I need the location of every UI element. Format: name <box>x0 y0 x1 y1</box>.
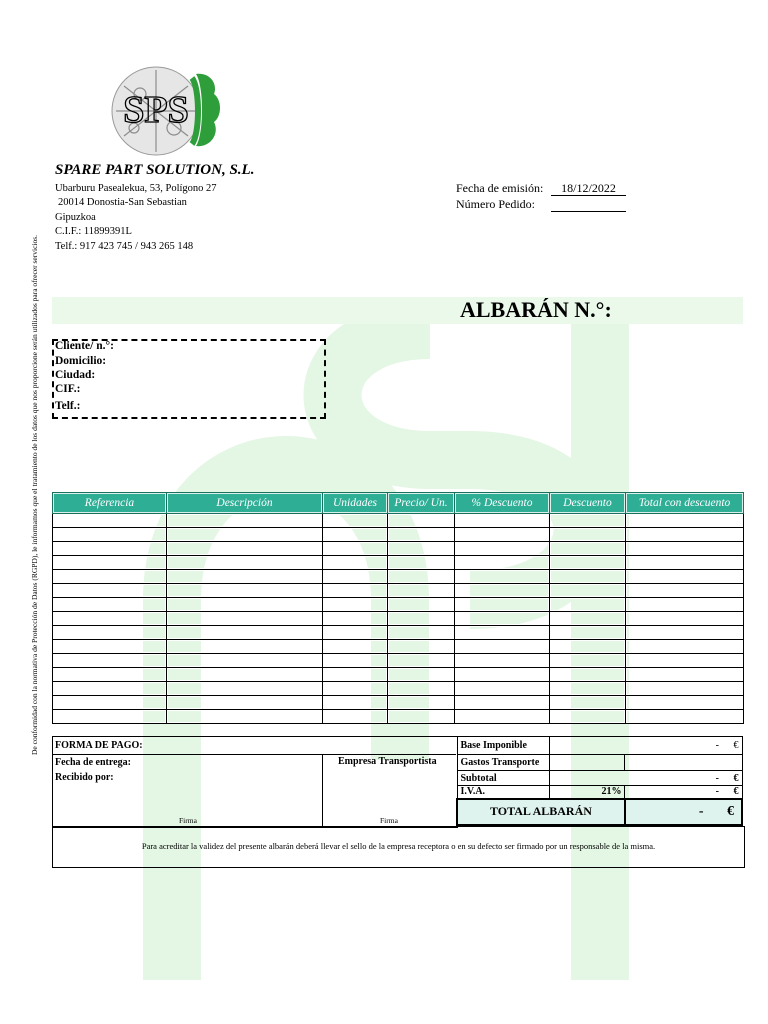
euro-icon: € <box>733 740 739 751</box>
table-cell[interactable] <box>626 528 744 542</box>
table-cell[interactable] <box>388 570 455 584</box>
iva-label: I.V.A. <box>457 786 550 799</box>
table-cell[interactable] <box>323 668 388 682</box>
client-label: Cliente/ n.°: <box>55 340 114 352</box>
validity-footnote-box <box>52 826 745 868</box>
table-cell[interactable] <box>550 668 626 682</box>
iva-rate: 21% <box>550 786 625 799</box>
col-header-descripcion: Descripción <box>167 493 323 514</box>
issue-date-value[interactable]: 18/12/2022 <box>551 181 626 196</box>
table-cell[interactable] <box>626 654 744 668</box>
table-cell[interactable] <box>550 696 626 710</box>
euro-icon: € <box>733 786 739 798</box>
table-cell[interactable] <box>323 570 388 584</box>
company-province: Gipuzkoa <box>55 212 96 223</box>
table-cell[interactable] <box>550 626 626 640</box>
table-cell[interactable] <box>167 570 323 584</box>
table-cell[interactable] <box>388 528 455 542</box>
subtotal-value-cell <box>550 771 742 786</box>
table-cell[interactable] <box>323 640 388 654</box>
table-cell[interactable] <box>53 570 167 584</box>
table-cell[interactable] <box>323 514 388 528</box>
table-cell[interactable] <box>323 696 388 710</box>
table-cell[interactable] <box>323 612 388 626</box>
table-cell[interactable] <box>550 556 626 570</box>
table-cell[interactable] <box>550 682 626 696</box>
table-cell[interactable] <box>167 696 323 710</box>
totals-row-iva <box>457 786 742 799</box>
totals-table <box>456 736 743 826</box>
table-cell[interactable] <box>167 682 323 696</box>
base-value-cell <box>550 737 742 755</box>
table-row <box>53 528 744 542</box>
table-cell[interactable] <box>550 570 626 584</box>
table-cell[interactable] <box>455 528 550 542</box>
col-header-unidades: Unidades <box>323 493 388 514</box>
table-cell[interactable] <box>550 612 626 626</box>
totals-row-subtotal <box>457 771 742 786</box>
euro-icon: € <box>727 803 734 819</box>
base-value: - <box>715 740 719 751</box>
table-cell[interactable] <box>53 710 167 724</box>
table-cell[interactable] <box>550 598 626 612</box>
table-cell[interactable] <box>455 626 550 640</box>
table-cell[interactable] <box>323 654 388 668</box>
table-cell[interactable] <box>626 696 744 710</box>
firma-left: Firma <box>179 816 197 825</box>
table-cell[interactable] <box>455 640 550 654</box>
table-row <box>53 556 744 570</box>
divider <box>322 754 323 826</box>
table-cell[interactable] <box>53 626 167 640</box>
table-cell[interactable] <box>53 514 167 528</box>
table-cell[interactable] <box>167 542 323 556</box>
table-cell[interactable] <box>455 570 550 584</box>
table-cell[interactable] <box>626 514 744 528</box>
svg-text:SPS: SPS <box>123 89 189 131</box>
table-row <box>53 640 744 654</box>
table-cell[interactable] <box>455 654 550 668</box>
totals-row-base <box>457 737 742 755</box>
items-header-row <box>53 493 744 514</box>
table-cell[interactable] <box>626 710 744 724</box>
table-cell[interactable] <box>323 542 388 556</box>
table-cell[interactable] <box>167 584 323 598</box>
order-number-value[interactable] <box>551 197 626 212</box>
table-cell[interactable] <box>455 584 550 598</box>
table-cell[interactable] <box>167 528 323 542</box>
table-cell[interactable] <box>626 668 744 682</box>
table-cell[interactable] <box>626 598 744 612</box>
table-cell[interactable] <box>626 556 744 570</box>
table-cell[interactable] <box>388 612 455 626</box>
iva-value-cell <box>625 786 742 799</box>
table-cell[interactable] <box>167 598 323 612</box>
company-phone: Telf.: 917 423 745 / 943 265 148 <box>55 241 194 252</box>
table-cell[interactable] <box>167 654 323 668</box>
table-cell[interactable] <box>388 542 455 556</box>
table-cell[interactable] <box>455 598 550 612</box>
company-address-line2: 20014 Donostia-San Sebastian <box>58 197 187 208</box>
document-title: ALBARÁN N.°: <box>460 297 612 322</box>
shipping-label: Gastos Transporte <box>457 755 550 771</box>
company-cif: C.I.F.: 11899391L <box>55 226 132 237</box>
table-cell[interactable] <box>388 598 455 612</box>
table-row <box>53 514 744 528</box>
table-row <box>53 710 744 724</box>
firma-right: Firma <box>380 816 398 825</box>
table-cell[interactable] <box>167 612 323 626</box>
table-cell[interactable] <box>323 682 388 696</box>
col-header-precio: Precio/ Un. <box>388 493 455 514</box>
total-value: - <box>698 803 704 819</box>
table-cell[interactable] <box>323 584 388 598</box>
iva-value: - <box>715 786 719 798</box>
issue-date-label: Fecha de emisión: <box>456 181 544 195</box>
table-cell[interactable] <box>455 556 550 570</box>
table-cell[interactable] <box>323 556 388 570</box>
table-cell[interactable] <box>53 682 167 696</box>
table-cell[interactable] <box>167 626 323 640</box>
table-cell[interactable] <box>53 542 167 556</box>
table-cell[interactable] <box>323 710 388 724</box>
items-body <box>53 514 744 724</box>
table-cell[interactable] <box>455 542 550 556</box>
table-cell[interactable] <box>53 668 167 682</box>
table-cell[interactable] <box>626 542 744 556</box>
base-label: Base Imponible <box>457 737 550 755</box>
table-cell[interactable] <box>388 668 455 682</box>
table-row <box>53 542 744 556</box>
table-cell[interactable] <box>455 612 550 626</box>
table-cell[interactable] <box>53 654 167 668</box>
client-address-label: Domicilio: <box>55 355 107 367</box>
col-header-descuento: Descuento <box>550 493 626 514</box>
table-row <box>53 626 744 640</box>
received-by-label: Recibido por: <box>55 772 114 783</box>
table-cell[interactable] <box>388 654 455 668</box>
table-cell[interactable] <box>167 514 323 528</box>
payment-label: FORMA DE PAGO: <box>55 740 143 751</box>
table-row <box>53 612 744 626</box>
table-cell[interactable] <box>626 584 744 598</box>
table-row <box>53 598 744 612</box>
table-row <box>53 654 744 668</box>
table-cell[interactable] <box>626 682 744 696</box>
order-number-label: Número Pedido: <box>456 197 535 211</box>
table-cell[interactable] <box>53 598 167 612</box>
table-cell[interactable] <box>550 640 626 654</box>
delivery-date-label: Fecha de entrega: <box>55 757 131 768</box>
shipping-spacer <box>550 755 625 771</box>
table-cell[interactable] <box>323 626 388 640</box>
table-cell[interactable] <box>455 668 550 682</box>
totals-row-shipping <box>457 755 742 771</box>
title-band <box>52 297 743 324</box>
table-cell[interactable] <box>626 640 744 654</box>
table-cell[interactable] <box>550 654 626 668</box>
table-cell[interactable] <box>550 584 626 598</box>
table-cell[interactable] <box>53 640 167 654</box>
table-cell[interactable] <box>167 556 323 570</box>
table-cell[interactable] <box>455 682 550 696</box>
col-header-referencia: Referencia <box>53 493 167 514</box>
table-cell[interactable] <box>388 682 455 696</box>
company-address-line1: Ubarburu Pasealekua, 53, Polígono 27 <box>55 183 217 194</box>
company-logo <box>100 64 220 158</box>
table-cell[interactable] <box>388 640 455 654</box>
table-cell[interactable] <box>626 626 744 640</box>
table-cell[interactable] <box>323 598 388 612</box>
client-city-label: Ciudad: <box>55 369 96 381</box>
col-header-porcentaje-descuento: % Descuento <box>455 493 550 514</box>
subtotal-label: Subtotal <box>457 771 550 786</box>
table-cell[interactable] <box>550 542 626 556</box>
table-row <box>53 668 744 682</box>
table-cell[interactable] <box>455 514 550 528</box>
table-cell[interactable] <box>550 528 626 542</box>
table-cell[interactable] <box>388 514 455 528</box>
table-row <box>53 570 744 584</box>
col-header-total-descuento: Total con descuento <box>626 493 744 514</box>
shipping-value <box>625 755 742 771</box>
privacy-note: De conformidad con la normativa de Protección de Datos (RGPD), le informamos que el tratamiento de los datos que nos proporcione serán utilizados para ofrecer servicios. <box>30 234 39 755</box>
table-cell[interactable] <box>167 710 323 724</box>
table-cell[interactable] <box>388 556 455 570</box>
total-label: TOTAL ALBARÁN <box>457 799 625 825</box>
table-cell[interactable] <box>53 696 167 710</box>
table-cell[interactable] <box>53 528 167 542</box>
table-cell[interactable] <box>455 696 550 710</box>
table-cell[interactable] <box>550 710 626 724</box>
table-cell[interactable] <box>455 710 550 724</box>
table-cell[interactable] <box>167 668 323 682</box>
table-cell[interactable] <box>53 556 167 570</box>
table-row <box>53 584 744 598</box>
table-cell[interactable] <box>323 528 388 542</box>
table-cell[interactable] <box>53 612 167 626</box>
table-cell[interactable] <box>388 626 455 640</box>
client-phone-label: Telf.: <box>55 400 81 412</box>
table-cell[interactable] <box>167 640 323 654</box>
table-row <box>53 696 744 710</box>
table-cell[interactable] <box>388 710 455 724</box>
table-cell[interactable] <box>53 584 167 598</box>
items-table <box>52 492 744 724</box>
validity-footnote: Para acreditar la validez del presente albarán deberá llevar el sello de la empresa receptora o en su defecto ser firmado por un responsable de la misma. <box>141 841 656 851</box>
client-cif-label: CIF.: <box>55 383 81 395</box>
total-value-cell <box>625 799 742 825</box>
table-row <box>53 682 744 696</box>
carrier-label: Empresa Transportista <box>338 756 437 767</box>
table-cell[interactable] <box>388 584 455 598</box>
table-cell[interactable] <box>626 570 744 584</box>
totals-row-total <box>457 799 742 825</box>
table-cell[interactable] <box>388 696 455 710</box>
company-name: SPARE PART SOLUTION, S.L. <box>55 162 255 178</box>
table-cell[interactable] <box>550 514 626 528</box>
subtotal-value: - <box>715 772 719 784</box>
euro-icon: € <box>733 772 739 784</box>
table-cell[interactable] <box>626 612 744 626</box>
